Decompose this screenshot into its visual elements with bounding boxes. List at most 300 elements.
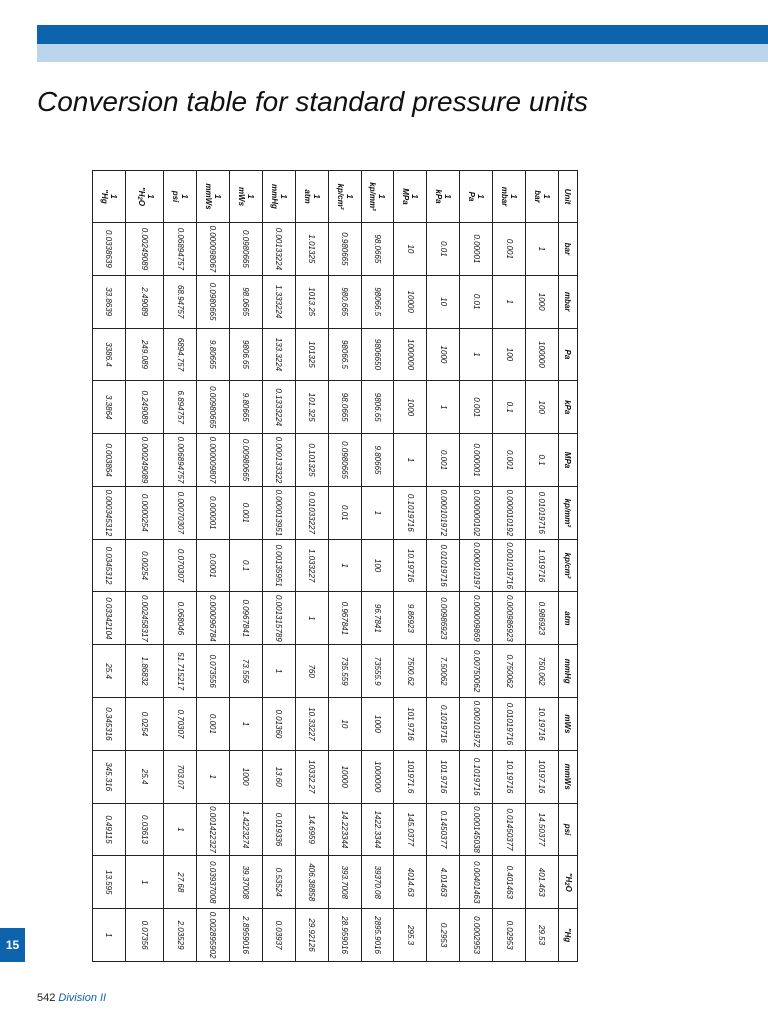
value-cell: 9806650: [361, 328, 394, 381]
table-row: [361, 171, 394, 962]
value-cell: 0.1019716: [460, 750, 493, 803]
row-header-unit: [303, 171, 312, 222]
unit-label: mmWs: [563, 763, 573, 790]
value-cell: 1.01325: [295, 223, 328, 276]
value-cell: 1.033227: [295, 539, 328, 592]
footer-page-number: 542: [37, 992, 56, 1004]
row-header-one: 1: [109, 194, 118, 199]
value-cell: 0.002895902: [196, 909, 229, 962]
value-cell: 98.0665: [328, 381, 361, 434]
table-row: [93, 171, 126, 962]
value-cell: 0.967841: [328, 592, 361, 645]
row-header-unit: [100, 171, 109, 222]
value-cell: 10: [328, 698, 361, 751]
value-cell: 0.000010192: [493, 486, 526, 539]
unit-label: mmWs: [203, 183, 213, 210]
row-header-unit: [237, 171, 246, 222]
value-cell: 0.001: [229, 486, 262, 539]
value-cell: 98066.5: [361, 275, 394, 328]
value-cell: 9806.65: [229, 328, 262, 381]
value-cell: 3386.4: [93, 328, 126, 381]
value-cell: 6.894757: [164, 381, 197, 434]
value-cell: 1: [526, 223, 559, 276]
value-cell: 14.50377: [526, 803, 559, 856]
value-cell: 0.00001: [460, 223, 493, 276]
conversion-table: [92, 170, 578, 962]
value-cell: 0.0345312: [93, 539, 126, 592]
value-cell: 0.01033227: [295, 486, 328, 539]
column-header: [558, 750, 577, 803]
table-row: [164, 171, 197, 962]
value-cell: 10.33227: [295, 698, 328, 751]
row-header: [125, 171, 163, 223]
value-cell: 10197.16: [526, 750, 559, 803]
value-cell: 101.9716: [394, 698, 427, 751]
row-header: [526, 171, 559, 223]
value-cell: 1: [229, 698, 262, 751]
value-cell: 1: [427, 381, 460, 434]
value-cell: 2.8959016: [229, 909, 262, 962]
table-row: [295, 171, 328, 962]
value-cell: 27.68: [164, 856, 197, 909]
value-cell: 0.00070307: [164, 486, 197, 539]
value-cell: 14.6959: [295, 803, 328, 856]
value-cell: 7.50062: [427, 645, 460, 698]
value-cell: 0.00980665: [229, 434, 262, 487]
value-cell: 735.559: [328, 645, 361, 698]
unit-label: mmHg: [269, 184, 279, 209]
unit-label: "Hg: [100, 189, 109, 204]
table-row: [125, 171, 163, 962]
value-cell: 0.073556: [196, 645, 229, 698]
row-header-one: 1: [443, 194, 453, 199]
value-cell: 0.03937: [262, 909, 295, 962]
row-header: [295, 171, 328, 223]
column-header: [558, 328, 577, 381]
value-cell: 750.062: [526, 645, 559, 698]
value-cell: 68.94757: [164, 275, 197, 328]
value-cell: 29.92126: [295, 909, 328, 962]
unit-label: Pa: [467, 191, 477, 202]
value-cell: 0.07356: [125, 909, 163, 962]
value-cell: 0.000010197: [460, 539, 493, 592]
value-cell: 73555.9: [361, 645, 394, 698]
row-header-unit: [434, 171, 443, 222]
row-header: [229, 171, 262, 223]
value-cell: 0.000986923: [493, 592, 526, 645]
value-cell: 0.249089: [125, 381, 163, 434]
table-header-row: [558, 171, 577, 962]
column-header: [558, 909, 577, 962]
value-cell: 29.53: [526, 909, 559, 962]
value-cell: 3.3864: [93, 381, 126, 434]
value-cell: 0.068046: [164, 592, 197, 645]
value-cell: 760: [295, 645, 328, 698]
value-cell: 0.001: [427, 434, 460, 487]
row-header-one: 1: [180, 194, 190, 199]
unit-label: bar: [533, 190, 542, 203]
value-cell: 1000000: [361, 750, 394, 803]
value-cell: 0.1: [229, 539, 262, 592]
value-cell: 33.8639: [93, 275, 126, 328]
unit-label-tail: O: [563, 885, 573, 892]
value-cell: 10.19716: [526, 698, 559, 751]
value-cell: 0.00254: [125, 539, 163, 592]
value-cell: 1013.25: [295, 275, 328, 328]
unit-label: "H: [563, 872, 573, 883]
table-row: [460, 171, 493, 962]
value-cell: 0.01019716: [526, 486, 559, 539]
value-cell: 1: [125, 856, 163, 909]
value-cell: 0.019336: [262, 803, 295, 856]
column-header: [558, 698, 577, 751]
value-cell: 0.00986923: [427, 592, 460, 645]
value-cell: 0.00133224: [262, 223, 295, 276]
value-cell: 0.1019716: [427, 698, 460, 751]
value-cell: 0.000101972: [427, 486, 460, 539]
value-cell: 0.01019716: [427, 539, 460, 592]
value-cell: 0.03342104: [93, 592, 126, 645]
value-cell: 9.86923: [394, 592, 427, 645]
value-cell: 1000: [394, 381, 427, 434]
unit-label: mmHg: [563, 658, 573, 684]
column-header: [558, 645, 577, 698]
unit-label: MPa: [401, 188, 411, 205]
value-cell: 1: [493, 275, 526, 328]
unit-label: kPa: [434, 189, 444, 204]
value-cell: 0.70307: [164, 698, 197, 751]
value-cell: 0.001: [460, 381, 493, 434]
value-cell: 10: [427, 275, 460, 328]
value-cell: 98066.5: [328, 328, 361, 381]
row-header: [394, 171, 427, 223]
value-cell: 0.01: [328, 486, 361, 539]
value-cell: 100: [526, 381, 559, 434]
value-cell: 295.3: [394, 909, 427, 962]
value-cell: 0.02953: [493, 909, 526, 962]
table-row: [229, 171, 262, 962]
value-cell: 0.2953: [427, 909, 460, 962]
row-header: [93, 171, 126, 223]
value-cell: 0.0000254: [125, 486, 163, 539]
unit-label: Pa: [563, 349, 573, 360]
column-header: [558, 434, 577, 487]
value-cell: 1000: [526, 275, 559, 328]
value-cell: 1.019716: [526, 539, 559, 592]
value-cell: 1000: [229, 750, 262, 803]
value-cell: 1: [361, 486, 394, 539]
value-cell: 1: [394, 434, 427, 487]
value-cell: 7500.62: [394, 645, 427, 698]
value-cell: 9.80665: [229, 381, 262, 434]
column-header: [558, 223, 577, 276]
unit-label: MPa: [563, 451, 573, 469]
value-cell: 2.03529: [164, 909, 197, 962]
row-header-unit: [336, 171, 345, 222]
row-header-unit: [270, 171, 279, 222]
row-header-one: 1: [146, 194, 156, 199]
table-row: [328, 171, 361, 962]
row-header: [196, 171, 229, 223]
value-cell: 2.49089: [125, 275, 163, 328]
header-band-dark: [37, 25, 768, 44]
unit-label: atm: [302, 189, 312, 204]
value-cell: 0.002458317: [125, 592, 163, 645]
value-cell: 406.38858: [295, 856, 328, 909]
row-header-unit: [533, 171, 542, 222]
unit-label: "Hg: [563, 927, 573, 943]
value-cell: 0.01360: [262, 698, 295, 751]
row-header-one: 1: [245, 194, 255, 199]
value-cell: 1: [164, 803, 197, 856]
row-header-unit: [500, 171, 509, 222]
row-header-one: 1: [377, 194, 387, 199]
value-cell: 0.000000102: [460, 486, 493, 539]
value-cell: 0.000345312: [93, 486, 126, 539]
value-cell: 28.959016: [328, 909, 361, 962]
value-cell: 0.000098067: [196, 223, 229, 276]
value-cell: 703.07: [164, 750, 197, 803]
value-cell: 0.00401463: [460, 856, 493, 909]
table-row: [262, 171, 295, 962]
row-header-unit: [467, 171, 476, 222]
value-cell: 1422.3344: [361, 803, 394, 856]
unit-label: kp/cm²: [563, 552, 573, 579]
row-header: [361, 171, 394, 223]
value-cell: 0.06894757: [164, 223, 197, 276]
value-cell: 0.00249089: [125, 223, 163, 276]
value-cell: 0.980665: [328, 223, 361, 276]
page-tab: 15: [0, 928, 25, 962]
value-cell: 0.49115: [93, 803, 126, 856]
column-header: [558, 486, 577, 539]
value-cell: 1: [262, 645, 295, 698]
value-cell: 51.715217: [164, 645, 197, 698]
value-cell: 0.1019716: [394, 486, 427, 539]
unit-label: mWs: [236, 186, 246, 207]
row-header-unit: [368, 171, 377, 222]
value-cell: 1000000: [394, 328, 427, 381]
value-cell: 0.53524: [262, 856, 295, 909]
value-cell: 100: [361, 539, 394, 592]
row-header: [427, 171, 460, 223]
column-header: [558, 381, 577, 434]
row-header-one: 1: [212, 194, 222, 199]
unit-label: kPa: [563, 400, 573, 415]
value-cell: 0.0338639: [93, 223, 126, 276]
value-cell: 101.325: [295, 381, 328, 434]
value-cell: 0.003864: [93, 434, 126, 487]
value-cell: 0.0001: [196, 539, 229, 592]
unit-label: psi: [171, 190, 181, 203]
row-header-one: 1: [344, 194, 354, 199]
value-cell: 10000: [394, 275, 427, 328]
value-cell: 133.3224: [262, 328, 295, 381]
page-footer: [37, 992, 106, 1004]
unit-label: atm: [563, 611, 573, 626]
column-header: [558, 275, 577, 328]
value-cell: 0.000096784: [196, 592, 229, 645]
column-header: [558, 803, 577, 856]
value-cell: 0.000009869: [460, 592, 493, 645]
value-cell: 0.000249089: [125, 434, 163, 487]
value-cell: 1.333224: [262, 275, 295, 328]
value-cell: 100: [493, 328, 526, 381]
value-cell: 0.345316: [93, 698, 126, 751]
unit-label: mbar: [500, 186, 510, 207]
value-cell: 96.7841: [361, 592, 394, 645]
value-cell: 0.03613: [125, 803, 163, 856]
unit-label: psi: [563, 823, 573, 836]
value-cell: 0.001422327: [196, 803, 229, 856]
value-cell: 0.401463: [493, 856, 526, 909]
value-cell: 0.1: [493, 381, 526, 434]
row-header-one: 1: [476, 194, 486, 199]
value-cell: 0.0980665: [328, 434, 361, 487]
value-cell: 1.4223274: [229, 803, 262, 856]
table-row: [196, 171, 229, 962]
value-cell: 0.000009807: [196, 434, 229, 487]
row-header: [262, 171, 295, 223]
table-row: [493, 171, 526, 962]
value-cell: 1000: [427, 328, 460, 381]
row-header-one: 1: [278, 194, 288, 199]
value-cell: 0.0254: [125, 698, 163, 751]
value-cell: 1.86832: [125, 645, 163, 698]
value-cell: 10.19716: [493, 750, 526, 803]
corner-cell: Unit: [558, 171, 577, 223]
value-cell: 0.000013951: [262, 486, 295, 539]
value-cell: 0.00135951: [262, 539, 295, 592]
value-cell: 0.001: [493, 223, 526, 276]
value-cell: 39370.08: [361, 856, 394, 909]
value-cell: 10332.27: [295, 750, 328, 803]
value-cell: 1: [328, 539, 361, 592]
value-cell: 9806.65: [361, 381, 394, 434]
column-header: [558, 539, 577, 592]
value-cell: 101971.6: [394, 750, 427, 803]
value-cell: 0.006894757: [164, 434, 197, 487]
value-cell: 0.001019716: [493, 539, 526, 592]
value-cell: 0.1: [526, 434, 559, 487]
value-cell: 0.03937008: [196, 856, 229, 909]
value-cell: 9.80665: [361, 434, 394, 487]
value-cell: 25.4: [93, 645, 126, 698]
value-cell: 0.000145038: [460, 803, 493, 856]
value-cell: 0.00980665: [196, 381, 229, 434]
row-header-one: 1: [311, 194, 321, 199]
value-cell: 10000: [328, 750, 361, 803]
value-cell: 1: [460, 328, 493, 381]
value-cell: 0.0980665: [196, 275, 229, 328]
value-cell: 0.0967841: [229, 592, 262, 645]
row-header-one: 1: [509, 194, 519, 199]
header-band-light: [37, 44, 768, 62]
value-cell: 0.00750062: [460, 645, 493, 698]
unit-label: bar: [563, 242, 573, 256]
value-cell: 4.01463: [427, 856, 460, 909]
value-cell: 0.000133322: [262, 434, 295, 487]
value-cell: 0.0002953: [460, 909, 493, 962]
table-row: [526, 171, 559, 962]
value-cell: 10.19716: [394, 539, 427, 592]
table-row: [427, 171, 460, 962]
conversion-table-container: [92, 170, 578, 962]
row-header-unit: [134, 171, 146, 222]
value-cell: 4014.63: [394, 856, 427, 909]
value-cell: 101325: [295, 328, 328, 381]
value-cell: 0.750062: [493, 645, 526, 698]
value-cell: 25.4: [125, 750, 163, 803]
value-cell: 401.463: [526, 856, 559, 909]
value-cell: 13.595: [93, 856, 126, 909]
value-cell: 0.000001: [460, 434, 493, 487]
unit-label: mbar: [563, 291, 573, 312]
value-cell: 14.223344: [328, 803, 361, 856]
unit-label-tail: O: [137, 199, 147, 207]
value-cell: 1: [196, 750, 229, 803]
unit-label: "H: [137, 186, 147, 197]
row-header: [164, 171, 197, 223]
value-cell: 98.0665: [229, 275, 262, 328]
row-header-unit: [204, 171, 213, 222]
unit-subscript: 2: [562, 882, 569, 886]
value-cell: 0.000001: [196, 486, 229, 539]
value-cell: 0.01: [460, 275, 493, 328]
value-cell: 0.01: [427, 223, 460, 276]
row-header: [328, 171, 361, 223]
value-cell: 345.316: [93, 750, 126, 803]
row-header-unit: [171, 171, 180, 222]
value-cell: 0.1333224: [262, 381, 295, 434]
footer-section: Division II: [58, 992, 107, 1004]
value-cell: 98.0665: [361, 223, 394, 276]
value-cell: 101.9716: [427, 750, 460, 803]
unit-label: kp/cm²: [335, 183, 345, 210]
row-header: [460, 171, 493, 223]
value-cell: 0.101325: [295, 434, 328, 487]
value-cell: 0.986923: [526, 592, 559, 645]
value-cell: 0.001: [493, 434, 526, 487]
value-cell: 145.0377: [394, 803, 427, 856]
value-cell: 1: [295, 592, 328, 645]
value-cell: 0.001: [196, 698, 229, 751]
page-title: Conversion table for standard pressure units: [37, 86, 588, 117]
value-cell: 0.070307: [164, 539, 197, 592]
unit-label: mWs: [563, 714, 573, 734]
row-header-unit: [401, 171, 410, 222]
value-cell: 393.7008: [328, 856, 361, 909]
value-cell: 249.089: [125, 328, 163, 381]
value-cell: 980.665: [328, 275, 361, 328]
value-cell: 100000: [526, 328, 559, 381]
column-header: [558, 856, 577, 909]
value-cell: 9.80665: [196, 328, 229, 381]
value-cell: 0.0980665: [229, 223, 262, 276]
value-cell: 0.1450377: [427, 803, 460, 856]
row-header-one: 1: [542, 194, 551, 199]
table-row: [394, 171, 427, 962]
value-cell: 2895.9016: [361, 909, 394, 962]
value-cell: 0.01450377: [493, 803, 526, 856]
value-cell: 0.001315789: [262, 592, 295, 645]
unit-label: kp/mm²: [563, 498, 573, 528]
value-cell: 73.556: [229, 645, 262, 698]
unit-label: kp/mm²: [368, 182, 378, 211]
value-cell: 39.37008: [229, 856, 262, 909]
row-header-one: 1: [410, 194, 420, 199]
value-cell: 0.000101972: [460, 698, 493, 751]
